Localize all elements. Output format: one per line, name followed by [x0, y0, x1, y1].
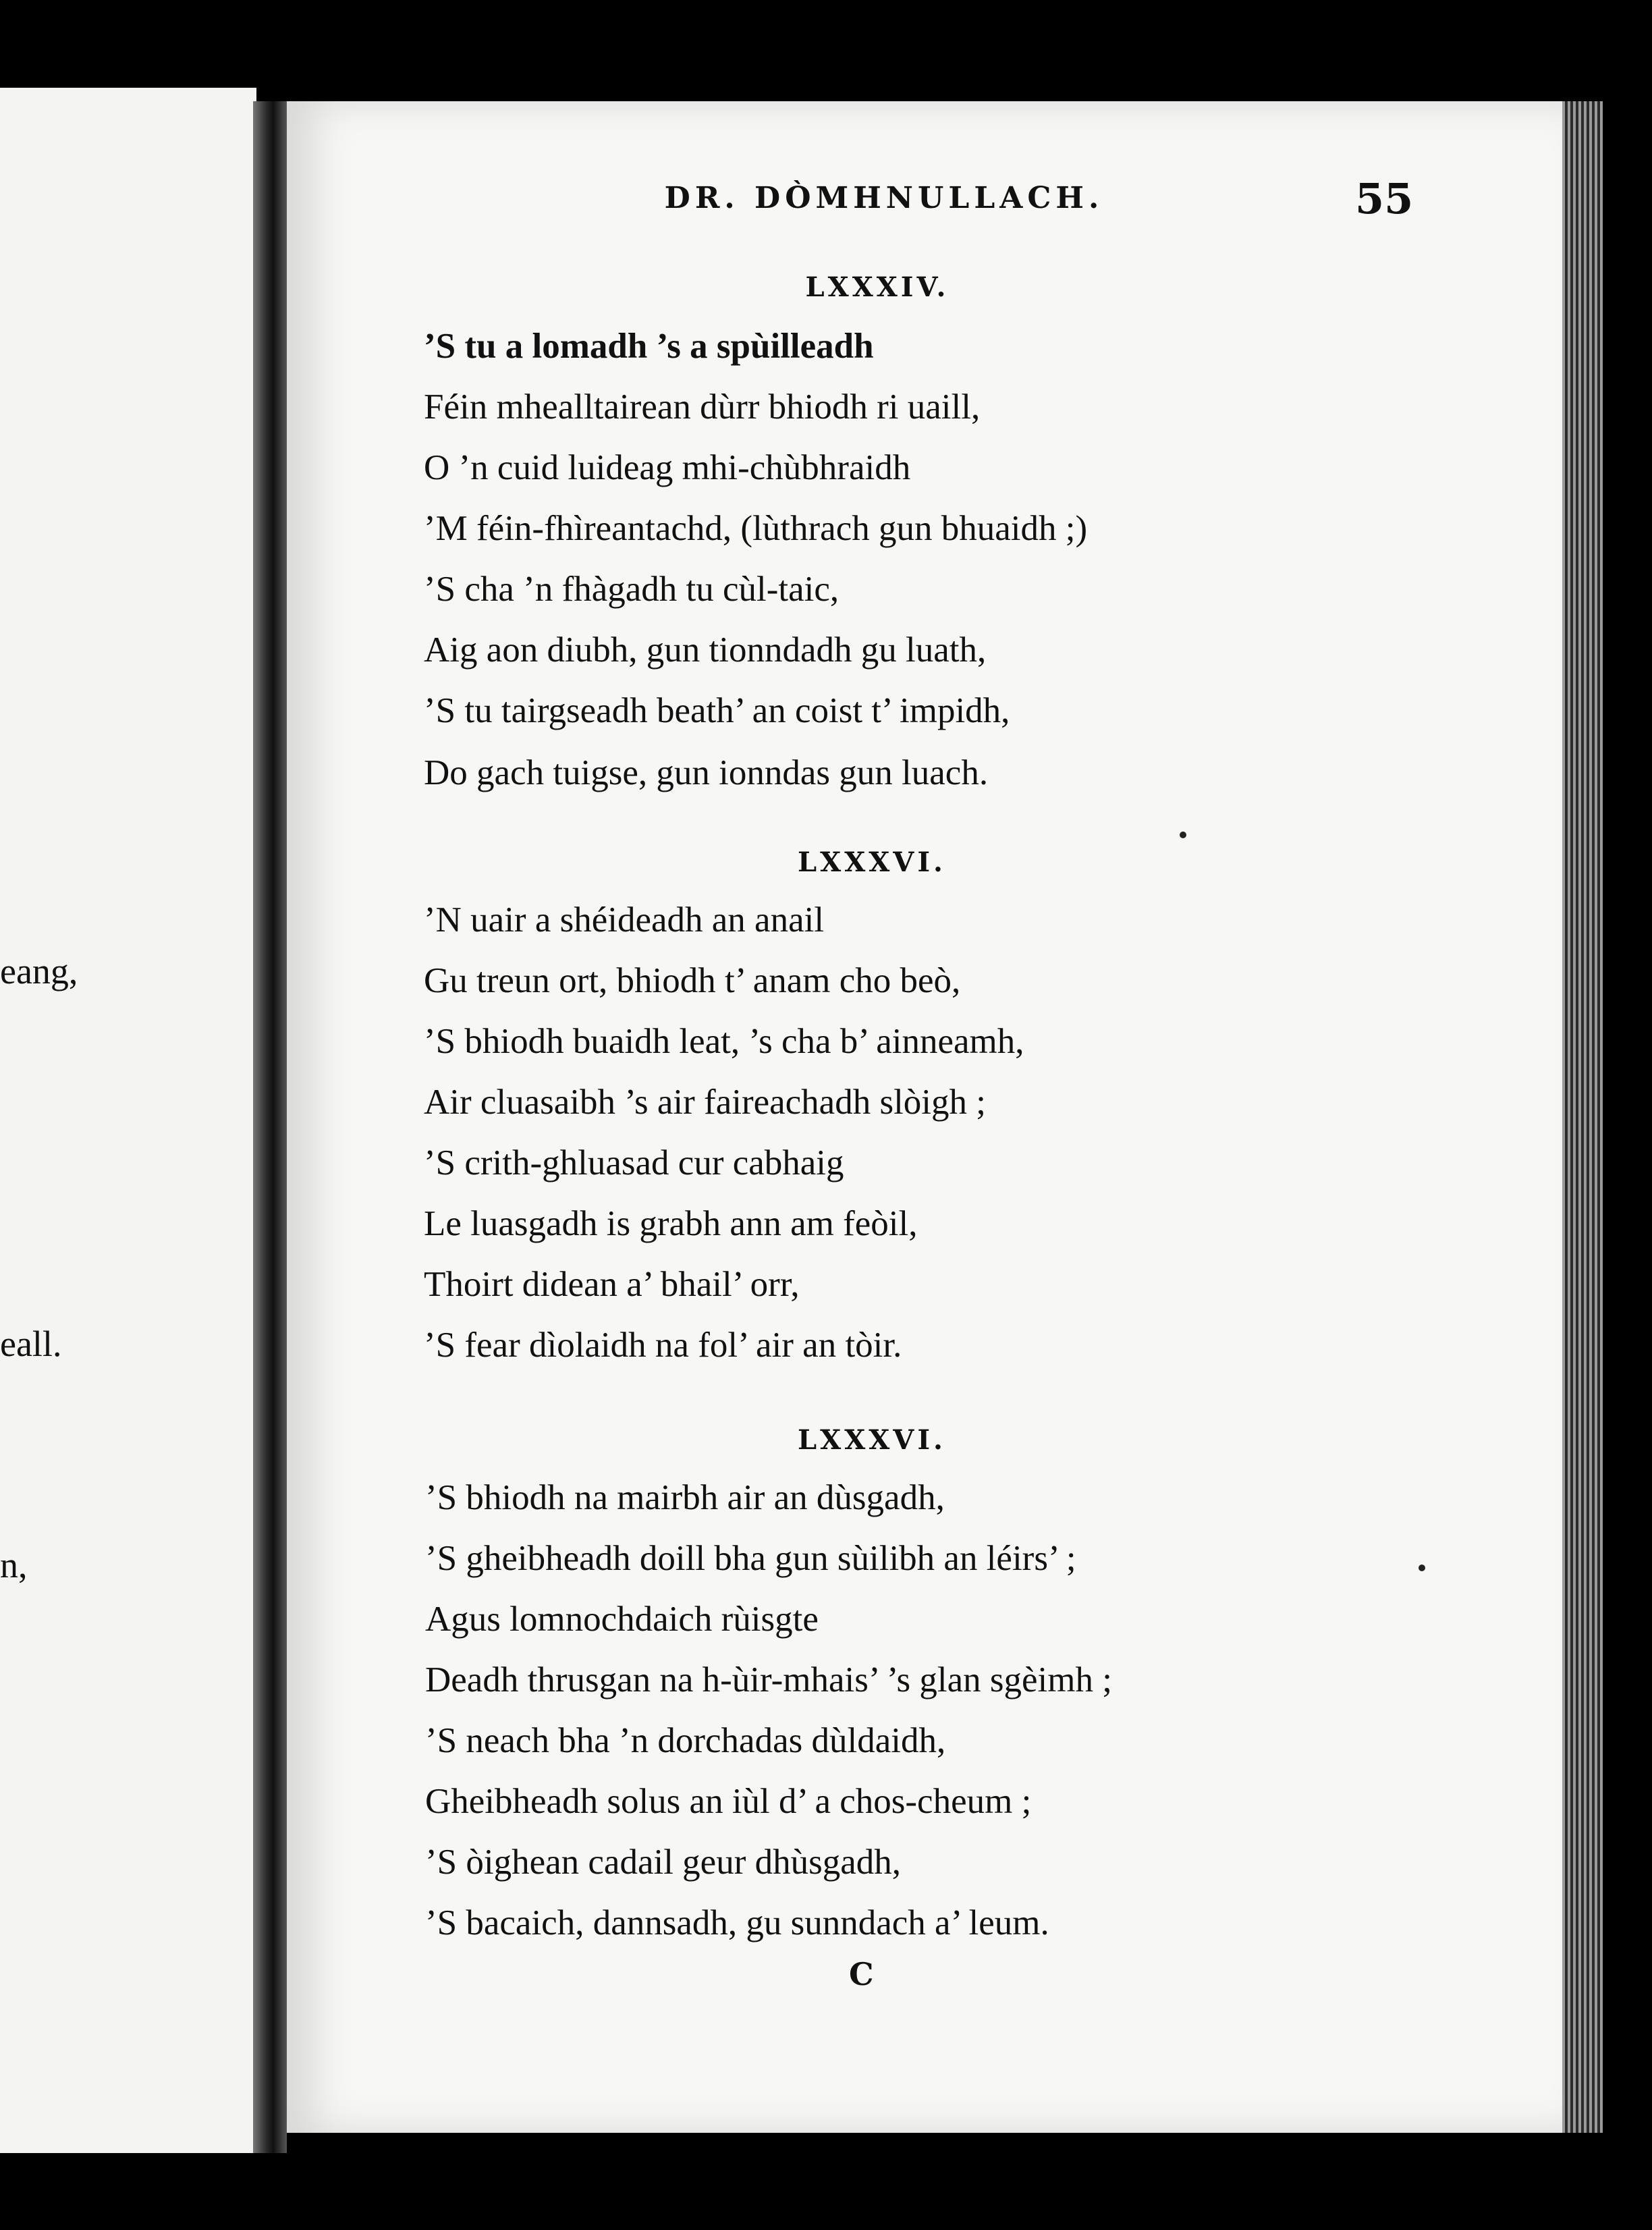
left-page-fragment: n, — [0, 1545, 28, 1585]
verse-line: Do gach tuigse, gun ionndas gun luach. — [424, 753, 989, 792]
stanza-heading: LXXXVI. — [798, 846, 946, 878]
left-page — [0, 88, 256, 2153]
verse-line: O ’n cuid luideag mhi-chùbhraidh — [424, 448, 911, 487]
verse-line: ’S tu tairgseadh beath’ an coist t’ impidh, — [424, 691, 1010, 730]
running-head: DR. DÒMHNULLACH. — [664, 181, 1104, 215]
left-page-fragment: eang, — [0, 951, 78, 991]
left-page-fragment: eall. — [0, 1324, 62, 1364]
stanza-heading: LXXXIV. — [805, 271, 949, 303]
verse-line: ’N uair a shéideadh an anail — [424, 900, 825, 940]
verse-line: Air cluasaibh ’s air faireachadh slòigh ; — [424, 1083, 986, 1122]
verse-line: Féin mhealltairean dùrr bhiodh ri uaill, — [424, 387, 981, 427]
signature-mark: C — [849, 1956, 874, 1992]
verse-line: Agus lomnochdaich rùisgte — [425, 1600, 819, 1639]
ink-speck — [1419, 1565, 1425, 1571]
page-number: 55 — [1355, 174, 1414, 223]
verse-line: ’S bacaich, dannsadh, gu sunndach a’ leum. — [425, 1903, 1049, 1942]
verse-line: ’S cha ’n fhàgadh tu cùl-taic, — [424, 570, 839, 609]
verse-line: ’S òighean cadail geur dhùsgadh, — [425, 1843, 901, 1882]
verse-line: Aig aon diubh, gun tionndadh gu luath, — [424, 630, 987, 670]
verse-line: ’M féin-fhìreantachd, (lùthrach gun bhuaidh ;) — [424, 509, 1088, 548]
stanza-heading: LXXXVI. — [798, 1424, 946, 1456]
verse-line: ’S bhiodh buaidh leat, ’s cha b’ ainneamh, — [424, 1022, 1024, 1061]
verse-line: ’S fear dìolaidh na fol’ air an tòir. — [424, 1326, 902, 1365]
verse-line: Deadh thrusgan na h-ùir-mhais’ ’s glan sgèimh ; — [425, 1660, 1112, 1699]
verse-line: Thoirt didean a’ bhail’ orr, — [424, 1265, 800, 1304]
page-edges — [1562, 101, 1603, 2133]
verse-line: ’S neach bha ’n dorchadas dùldaidh, — [425, 1721, 946, 1760]
verse-line: Gu treun ort, bhiodh t’ anam cho beò, — [424, 961, 961, 1000]
verse-line: Gheibheadh solus an iùl d’ a chos-cheum ; — [425, 1782, 1032, 1821]
ink-speck — [1180, 832, 1186, 838]
verse-line: Le luasgadh is grabh ann am feòil, — [424, 1204, 918, 1243]
verse-line: ’S bhiodh na mairbh air an dùsgadh, — [425, 1478, 945, 1517]
verse-line: ’S gheibheadh doill bha gun sùilibh an léirs’ ; — [425, 1539, 1076, 1578]
book-gutter — [253, 101, 287, 2153]
verse-line: ’S tu a lomadh ’s a spùilleadh — [424, 327, 874, 366]
verse-line: ’S crith-ghluasad cur cabhaig — [424, 1143, 844, 1182]
